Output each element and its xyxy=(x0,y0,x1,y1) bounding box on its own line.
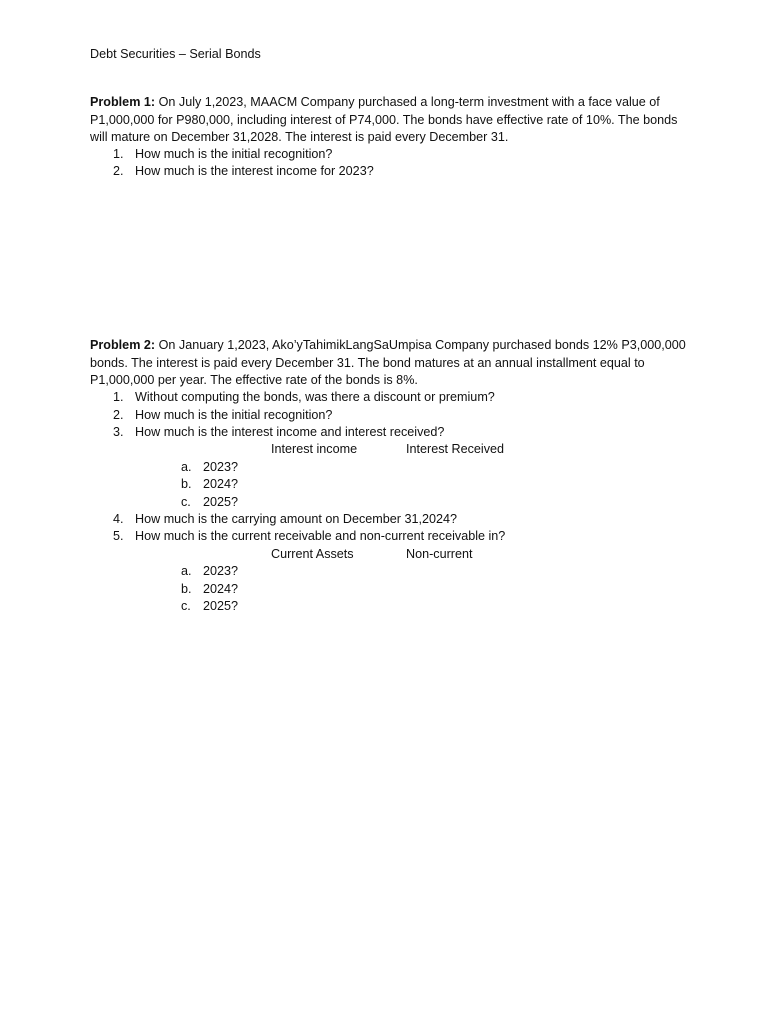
q5-sub-b-num: b. xyxy=(181,581,192,596)
problem2-line-2: bonds. The interest is paid every December 31. The bond matures at an annual installment equal to xyxy=(90,355,645,370)
q5-sub-c-num: c. xyxy=(181,599,191,613)
problem2-q1-num: 1. xyxy=(113,390,124,404)
q5-sub-b-text: 2024? xyxy=(203,581,239,596)
problem2-q4-text: How much is the carrying amount on December 31,2024? xyxy=(135,512,458,526)
problem1-q1-num: 1. xyxy=(113,147,124,161)
problem2-q5-num: 5. xyxy=(113,529,124,543)
problem1-q1-text: How much is the initial recognition? xyxy=(135,147,333,161)
problem2-q3-num: 3. xyxy=(113,425,124,439)
q5-sub-a-num: a. xyxy=(181,564,192,578)
q3-sub-c-num: c. xyxy=(181,495,191,509)
q3-sub-a-text: 2023? xyxy=(203,460,239,474)
problem2-q3-text: How much is the interest income and interest received? xyxy=(135,425,445,439)
problem1-q2-text: How much is the interest income for 2023? xyxy=(135,164,374,178)
problem2-q5-text: How much is the current receivable and non-current receivable in? xyxy=(135,529,506,543)
problem2-text-1: On January 1,2023, Ako’yTahimikLangSaUmpisa Company purchased bonds 12% P3,000,000 xyxy=(158,338,686,352)
q5-sub-a-text: 2023? xyxy=(203,564,239,578)
problem2-line-1 xyxy=(90,337,686,354)
q5-header-current-assets: Current Assets xyxy=(271,547,354,561)
q3-sub-b-num: b. xyxy=(181,477,192,491)
problem2-q4-num: 4. xyxy=(113,512,124,526)
q5-sub-c-text: 2025? xyxy=(203,599,239,613)
q3-sub-b-text: 2024? xyxy=(203,477,239,491)
problem1-q2-num: 2. xyxy=(113,164,124,178)
problem1-label: Problem 1: xyxy=(90,95,156,109)
problem2-label: Problem 2: xyxy=(90,338,156,352)
problem1-line-1 xyxy=(90,94,660,111)
q3-sub-c-text: 2025? xyxy=(203,495,239,509)
q3-header-interest-income: Interest income xyxy=(271,442,358,456)
problem1-text-1: On July 1,2023, MAACM Company purchased a long-term investment with a face value of xyxy=(158,95,660,109)
problem1-line-2: P1,000,000 for P980,000, including interest of P74,000. The bonds have effective rate of 10%. The bonds xyxy=(90,112,678,127)
q3-header-interest-received: Interest Received xyxy=(406,442,505,456)
problem2-q2-num: 2. xyxy=(113,407,124,422)
q3-sub-a-num: a. xyxy=(181,460,192,474)
document-title: Debt Securities – Serial Bonds xyxy=(90,47,261,61)
problem2-q2-text: How much is the initial recognition? xyxy=(135,407,333,422)
q5-header-non-current: Non-current xyxy=(406,547,473,561)
problem2-line-3: P1,000,000 per year. The effective rate of the bonds is 8%. xyxy=(90,373,418,387)
problem1-line-3: will mature on December 31,2028. The interest is paid every December 31. xyxy=(90,130,509,144)
problem2-q1-text: Without computing the bonds, was there a discount or premium? xyxy=(135,390,495,404)
